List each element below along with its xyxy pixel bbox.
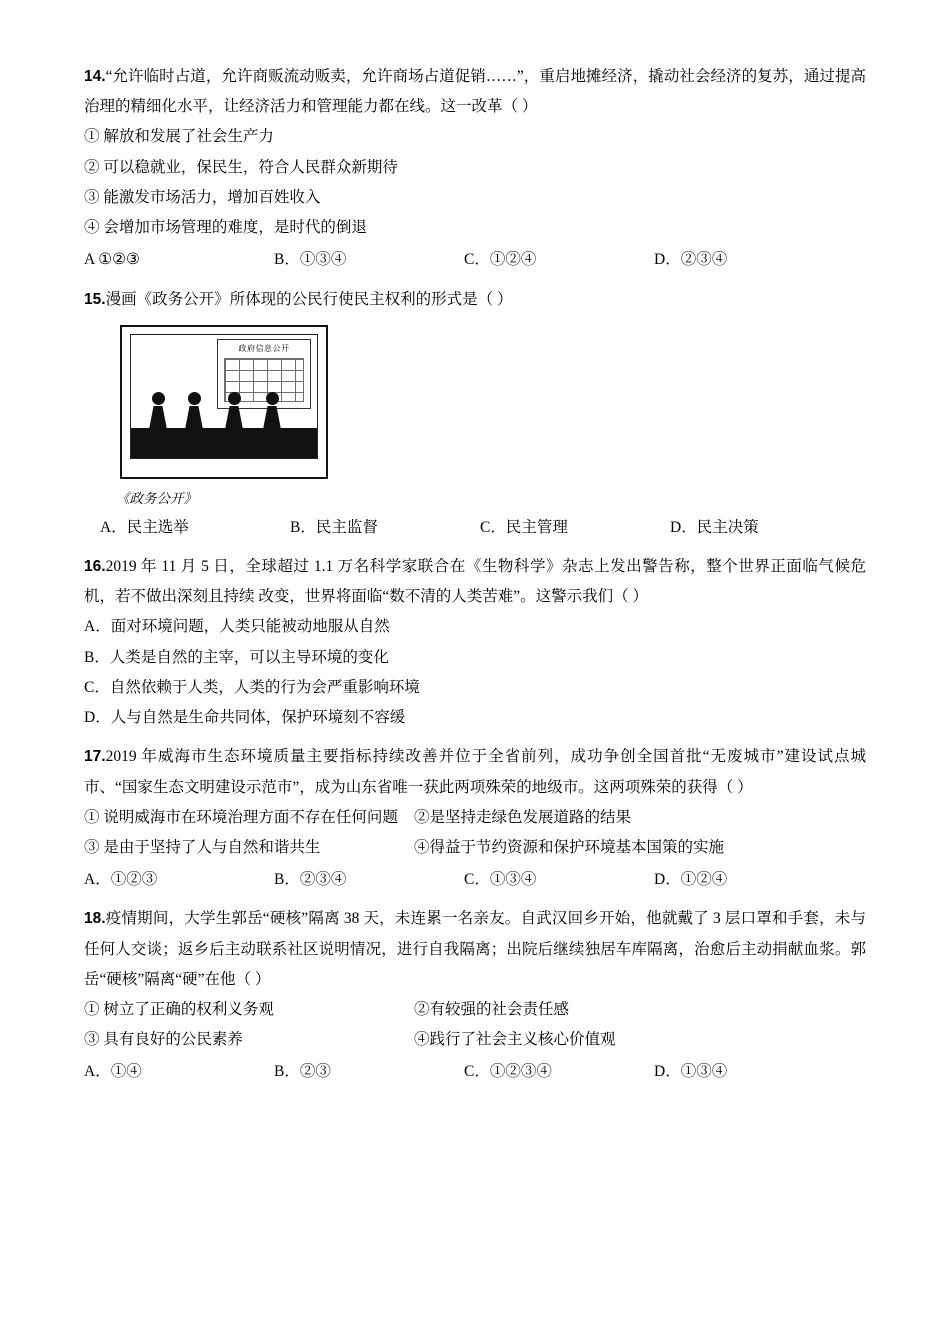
question-17-options (84, 865, 866, 895)
question-14-option-c[interactable]: C．①②④ (464, 251, 537, 269)
question-18-item-row-2 (84, 1025, 866, 1055)
question-16-option-a[interactable]: A．面对环境问题，人类只能被动地服从自然 (84, 618, 390, 636)
question-18-number: 18. (84, 910, 106, 928)
person-icon (261, 392, 283, 440)
question-14-item-1: ① 解放和发展了社会生产力 (84, 128, 274, 146)
question-17-option-a[interactable]: A．①②③ (84, 871, 158, 889)
question-14-text: “允许临时占道，允许商贩流动贩卖，允许商场占道促销……”，重启地摊经济，撬动社会经济的复苏，通过提高治理的精细化水平，让经济活力和管理能力都在线。这一改革（ ） (84, 68, 866, 116)
question-17-item-1: ① 说明威海市在环境治理方面不存在任何问题 (84, 808, 398, 826)
question-17-option-c[interactable]: C．①③④ (464, 871, 537, 889)
question-18-item-row-1 (84, 995, 866, 1025)
question-17-stem (84, 742, 866, 802)
question-15-text: 漫画《政务公开》所体现的公民行使民主权利的形式是（ ） (105, 290, 513, 308)
question-15-number: 15. (84, 290, 106, 308)
question-18-item-3: ③ 具有良好的公民素养 (84, 1031, 243, 1049)
question-16-text: 2019 年 11 月 5 日，全球超过 1.1 万名科学家联合在《生物科学》杂志上发出警告称，整个世界正面临气候危机，若不做出深刻且持续 改变，世界将面临“数不清的人类苦难”。这警示我们（ ） (84, 557, 866, 606)
question-15-options (84, 513, 866, 543)
question-18 (84, 904, 866, 1087)
question-17-item-row-1 (84, 803, 866, 833)
figure-caption: 《政务公开》 (116, 490, 197, 506)
question-14-stem (84, 62, 866, 122)
question-17-item-row-2 (84, 833, 866, 863)
question-18-item-4: ④践行了社会主义核心价值观 (414, 1031, 616, 1049)
question-14-option-b[interactable]: B．①③④ (274, 251, 347, 269)
question-15-option-c[interactable]: C．民主管理 (480, 518, 568, 536)
question-17-item-4: ④得益于节约资源和保护环境基本国策的实施 (414, 838, 725, 856)
question-18-options (84, 1057, 866, 1087)
cartoon-image (120, 325, 328, 479)
question-16-stem (84, 552, 866, 612)
question-16-option-b[interactable]: B．人类是自然的主宰，可以主导环境的变化 (84, 648, 389, 666)
question-14-option-d[interactable]: D．②③④ (654, 251, 728, 269)
question-14-item-2: ② 可以稳就业，保民生，符合人民群众新期待 (84, 158, 398, 176)
question-18-option-c[interactable]: C．①②③④ (464, 1063, 552, 1081)
board-title: 政府信息公开 (238, 343, 290, 353)
question-16-number: 16. (84, 557, 106, 575)
question-17-number: 17. (84, 748, 106, 766)
person-icon (223, 392, 245, 440)
person-icon (147, 392, 169, 440)
question-14 (84, 62, 866, 276)
question-15-stem (84, 285, 866, 315)
question-18-option-d[interactable]: D．①③④ (654, 1063, 728, 1081)
cartoon-figure (110, 325, 360, 507)
question-17 (84, 742, 866, 895)
question-15-option-a[interactable]: A．民主选举 (100, 518, 189, 536)
question-16 (84, 552, 866, 733)
question-18-item-2: ②有较强的社会责任感 (414, 1001, 570, 1019)
person-icon (183, 392, 205, 440)
question-17-option-b[interactable]: B．②③④ (274, 871, 347, 889)
question-14-number: 14. (84, 68, 106, 85)
question-18-option-a[interactable]: A．①④ (84, 1063, 142, 1081)
cartoon-scene (130, 334, 318, 459)
question-17-option-d[interactable]: D．①②④ (654, 871, 728, 889)
question-17-item-2: ②是坚持走绿色发展道路的结果 (414, 808, 632, 826)
question-17-text: 2019 年威海市生态环境质量主要指标持续改善并位于全省前列，成功争创全国首批“无废城市”建设试点城市、“国家生态文明建设示范市”，成为山东省唯一获此两项殊荣的地级市。这两项殊荣的获得（ ） (84, 748, 866, 796)
question-14-item-4: ④ 会增加市场管理的难度，是时代的倒退 (84, 219, 367, 237)
question-16-option-c[interactable]: C．自然依赖于人类，人类的行为会严重影响环境 (84, 678, 420, 696)
question-18-item-1: ① 树立了正确的权利义务观 (84, 1001, 274, 1019)
question-15-option-b[interactable]: B．民主监督 (290, 518, 378, 536)
question-18-stem (84, 904, 866, 995)
question-15-option-d[interactable]: D．民主决策 (670, 518, 759, 536)
question-14-options (84, 245, 866, 275)
question-16-option-d[interactable]: D．人与自然是生命共同体，保护环境刻不容缓 (84, 709, 406, 727)
question-18-option-b[interactable]: B．②③ (274, 1063, 331, 1081)
question-14-item-3: ③ 能激发市场活力，增加百姓收入 (84, 188, 321, 206)
question-17-item-3: ③ 是由于坚持了人与自然和谐共生 (84, 838, 321, 856)
question-15 (84, 285, 866, 543)
question-14-option-a[interactable]: A ①②③ (84, 251, 140, 269)
question-18-text: 疫情期间，大学生郭岳“硬核”隔离 38 天，未连累一名亲友。自武汉回乡开始，他就戴了 3 层口罩和手套，未与任何人交谈；返乡后主动联系社区说明情况，进行自我隔离；出院后继续独居车库隔离，治愈后主动捐献血浆。郭岳“硬核”隔离“硬”在他（ ） (84, 910, 866, 988)
